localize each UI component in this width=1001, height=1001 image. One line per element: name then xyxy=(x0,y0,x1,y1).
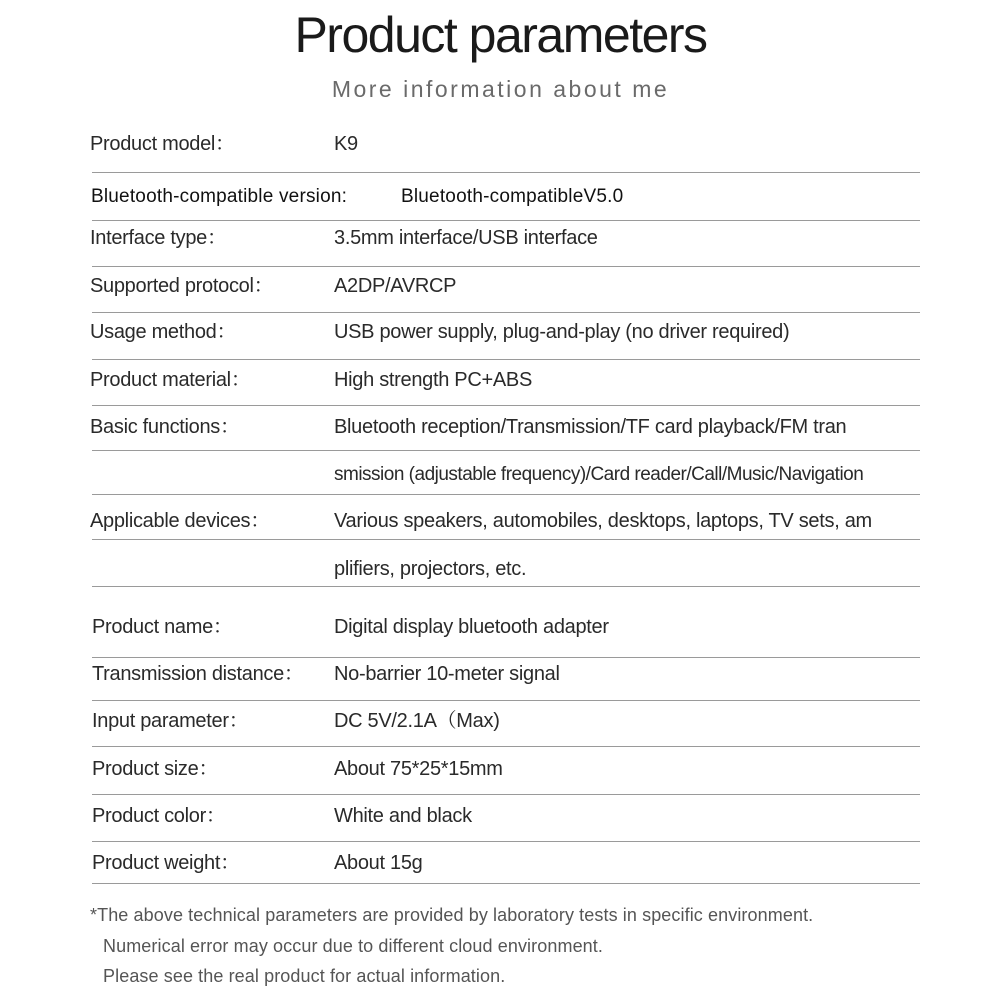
param-label: Bluetooth-compatible version: xyxy=(91,186,348,207)
param-row-transmission-distance xyxy=(0,659,1001,689)
param-value: 3.5mm interface/USB interface xyxy=(334,227,598,249)
param-value: Bluetooth reception/Transmission/TF card playback/FM tran xyxy=(334,416,847,438)
row-divider xyxy=(92,266,920,267)
param-value: About 75*25*15mm xyxy=(334,758,503,780)
param-value: Various speakers, automobiles, desktops, laptops, TV sets, am xyxy=(334,510,872,532)
param-label: Usage method： xyxy=(90,321,237,343)
row-divider xyxy=(92,586,920,587)
param-row-applicable-devices-continued xyxy=(0,554,1001,584)
page-subtitle: More information about me xyxy=(331,76,670,102)
param-label: Supported protocol： xyxy=(90,275,274,297)
param-row-input-parameter xyxy=(0,706,1001,736)
row-divider xyxy=(92,794,920,795)
param-label: Input parameter： xyxy=(92,710,249,732)
param-row-product-name xyxy=(0,612,1001,642)
param-row-product-color xyxy=(0,801,1001,831)
param-row-applicable-devices xyxy=(0,506,1001,536)
row-divider xyxy=(92,746,920,747)
param-row-product-model xyxy=(0,129,1001,159)
param-label: Product size： xyxy=(92,758,219,780)
param-value: K9 xyxy=(334,133,358,155)
row-divider xyxy=(92,539,920,540)
disclaimer-line: *The above technical parameters are provided by laboratory tests in specific environment. xyxy=(90,905,814,925)
param-label: Basic functions： xyxy=(90,416,240,438)
param-label: Product model： xyxy=(90,133,235,155)
row-divider xyxy=(92,359,920,360)
param-value: High strength PC+ABS xyxy=(334,369,532,391)
param-row-product-size xyxy=(0,754,1001,784)
param-label: Product name： xyxy=(92,616,233,638)
param-value: No-barrier 10-meter signal xyxy=(334,663,560,685)
param-row-product-weight xyxy=(0,848,1001,878)
param-value: About 15g xyxy=(334,852,423,874)
param-label: Product color： xyxy=(92,805,226,827)
row-divider xyxy=(92,312,920,313)
param-row-basic-functions-continued xyxy=(0,460,1001,490)
param-value: White and black xyxy=(334,805,472,827)
row-divider xyxy=(92,172,920,173)
param-label: Product material： xyxy=(90,369,251,391)
row-divider xyxy=(92,657,920,658)
param-row-basic-functions xyxy=(0,412,1001,442)
param-label: Interface type： xyxy=(90,227,227,249)
row-divider xyxy=(92,494,920,495)
param-label: Applicable devices： xyxy=(90,510,270,532)
param-row-product-material xyxy=(0,365,1001,395)
param-row-bluetooth-version xyxy=(0,182,1001,212)
row-divider xyxy=(92,450,920,451)
param-value: DC 5V/2.1A（Max) xyxy=(334,710,500,732)
param-row-interface-type xyxy=(0,223,1001,253)
param-row-supported-protocol xyxy=(0,271,1001,301)
param-value: Digital display bluetooth adapter xyxy=(334,616,609,638)
param-value: A2DP/AVRCP xyxy=(334,275,457,297)
row-divider xyxy=(92,405,920,406)
row-divider xyxy=(92,841,920,842)
param-value-continued: plifiers, projectors, etc. xyxy=(334,558,527,580)
param-value-continued: smission (adjustable frequency)/Card reader/Call/Music/Navigation xyxy=(334,464,864,485)
page-title: Product parameters xyxy=(294,7,707,63)
disclaimer-line: Numerical error may occur due to different cloud environment. xyxy=(103,936,603,956)
param-row-usage-method xyxy=(0,317,1001,347)
param-label: Transmission distance： xyxy=(92,663,304,685)
param-label: Product weight： xyxy=(92,852,240,874)
row-divider xyxy=(92,883,920,884)
row-divider xyxy=(92,220,920,221)
param-value: Bluetooth-compatibleV5.0 xyxy=(401,186,624,207)
row-divider xyxy=(92,700,920,701)
disclaimer-line: Please see the real product for actual information. xyxy=(103,966,506,986)
param-value: USB power supply, plug-and-play (no driver required) xyxy=(334,321,790,343)
